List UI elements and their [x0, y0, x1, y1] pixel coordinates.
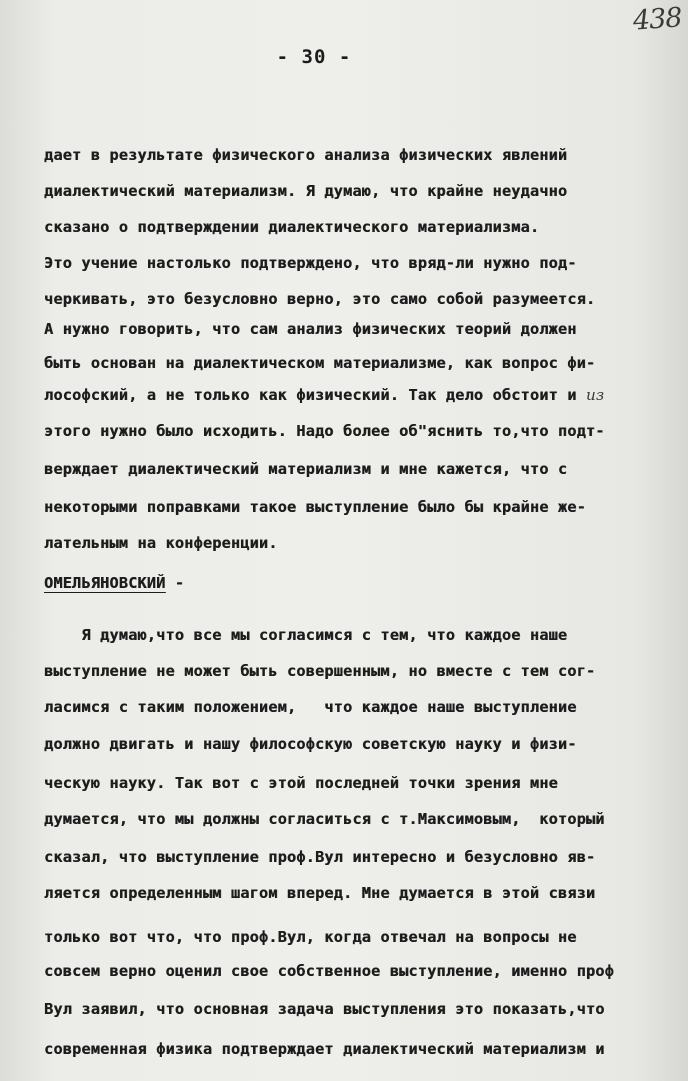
speaker-dash: - — [165, 574, 185, 592]
text-line: этого нужно было исходить. Надо более об"яснить то,что подт- — [44, 422, 605, 440]
text-line: дает в результате физического анализа физических явлений — [44, 146, 568, 164]
text-line: сказал, что выступление проф.Вул интересно и безусловно яв- — [44, 848, 596, 866]
text-line: А нужно говорить, что сам анализ физических теорий должен — [44, 320, 577, 338]
text-line: Это учение настолько подтверждено, что вряд-ли нужно под- — [44, 254, 577, 272]
text-line-with-insert — [44, 386, 604, 404]
text-line: диалектический материализм. Я думаю, что крайне неудачно — [44, 182, 568, 200]
text-line: верждает диалектический материализм и мне кажется, что с — [44, 460, 568, 478]
speaker-heading — [44, 574, 184, 592]
handwritten-insert: из — [585, 386, 605, 404]
text-line: совсем верно оценил свое собственное выступление, именно проф — [44, 962, 614, 980]
text-line: лософский, а не только как физический. Так дело обстоит и — [44, 386, 577, 404]
text-line: только вот что, что проф.Вул, когда отвечал на вопросы не — [44, 928, 577, 946]
archive-page-number: 438 — [632, 2, 684, 37]
text-line: думается, что мы должны согласиться с т.Максимовым, который — [44, 810, 605, 828]
text-line: должно двигать и нашу философскую советскую науку и физи- — [44, 735, 577, 753]
text-line: Вул заявил, что основная задача выступления это показать,что — [44, 1000, 605, 1018]
text-line: быть основан на диалектическом материализме, как вопрос фи- — [44, 354, 596, 372]
page-number: - 30 - — [276, 46, 352, 68]
text-line: выступление не может быть совершенным, но вместе с тем сог- — [44, 662, 596, 680]
speaker-name: ОМЕЛЬЯНОВСКИЙ — [44, 574, 166, 592]
text-line: современная физика подтверждает диалектический материализм и — [44, 1040, 605, 1058]
text-line: черкивать, это безусловно верно, это само собой разумеется. — [44, 290, 596, 308]
text-line: лательным на конференции. — [44, 534, 278, 552]
text-line: сказано о подтверждении диалектического материализма. — [44, 218, 540, 236]
text-line: Я думаю,что все мы согласимся с тем, что каждое наше — [44, 626, 568, 644]
text-line: ласимся с таким положением, что каждое наше выступление — [44, 698, 577, 716]
text-line: ческую науку. Так вот с этой последней точки зрения мне — [44, 774, 558, 792]
text-line: некоторыми поправками такое выступление было бы крайне же- — [44, 498, 586, 516]
text-line: ляется определенным шагом вперед. Мне думается в этой связи — [44, 884, 596, 902]
